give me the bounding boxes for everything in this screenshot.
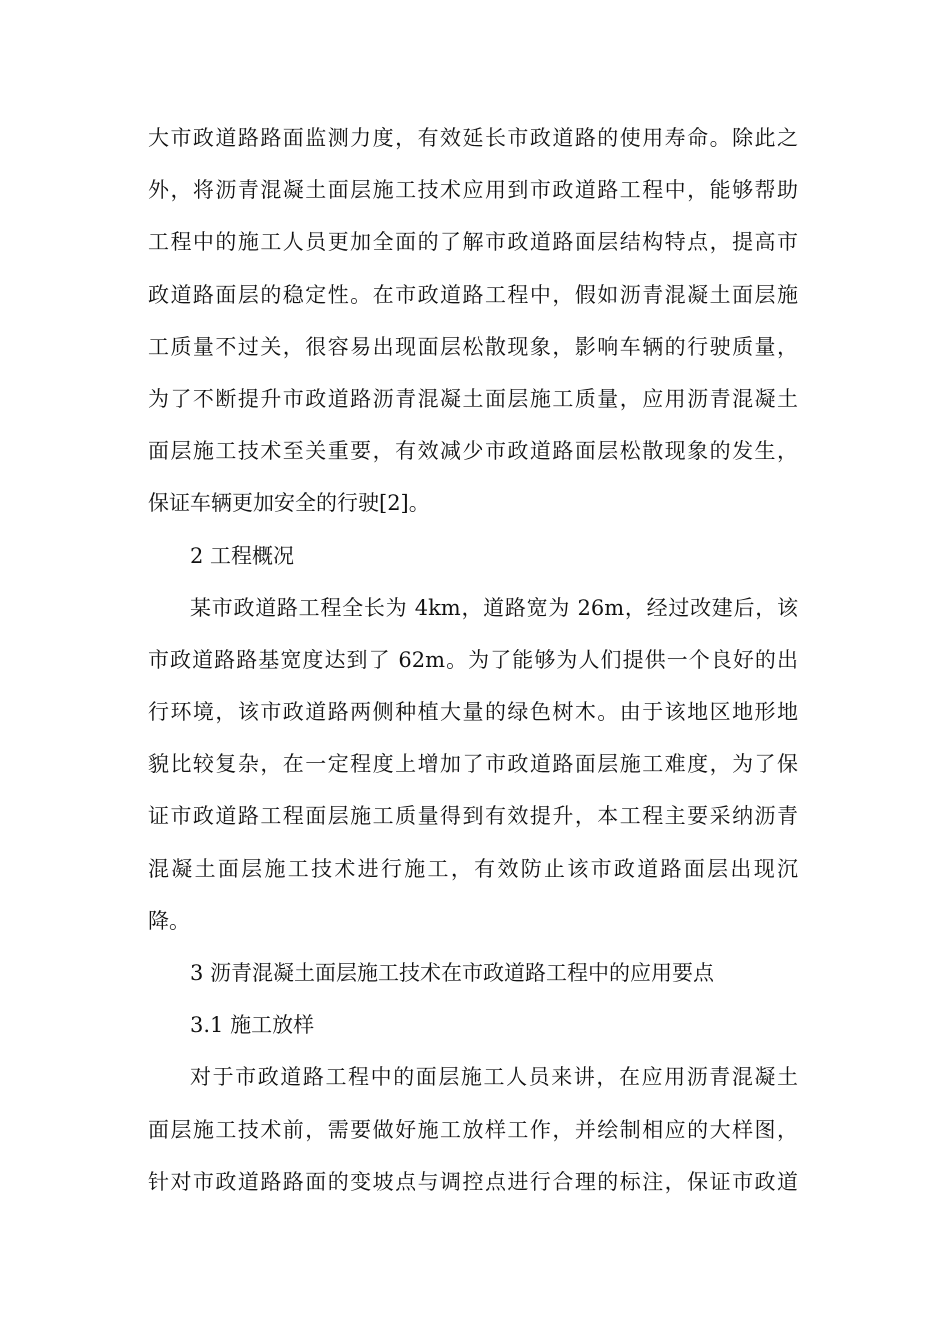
section-heading-3: 3 沥青混凝土面层施工技术在市政道路工程中的应用要点 (190, 961, 715, 985)
text-line: 外，将沥青混凝土面层施工技术应用到市政道路工程中，能够帮助 (148, 178, 798, 203)
text-line: 面层施工技术前，需要做好施工放样工作，并绘制相应的大样图， (148, 1117, 798, 1142)
text-line: 市政道路路基宽度达到了 62m。为了能够为人们提供一个良好的出 (148, 647, 798, 672)
section-heading-3-1: 3.1 施工放样 (190, 1013, 315, 1038)
text-line: 降。 (148, 908, 190, 933)
text-line: 面层施工技术至关重要，有效减少市政道路面层松散现象的发生， (148, 439, 798, 464)
text-line: 大市政道路路面监测力度，有效延长市政道路的使用寿命。除此之 (148, 126, 798, 150)
text-line: 貌比较复杂，在一定程度上增加了市政道路面层施工难度，为了保 (148, 752, 798, 777)
text-line: 某市政道路工程全长为 4km，道路宽为 26m，经过改建后，该 (190, 595, 798, 620)
paragraph-layout (148, 1051, 798, 1208)
text-line: 政道路面层的稳定性。在市政道路工程中，假如沥青混凝土面层施 (148, 282, 798, 307)
text-line: 针对市政道路路面的变坡点与调控点进行合理的标注，保证市政道 (148, 1169, 798, 1194)
text-line: 证市政道路工程面层施工质量得到有效提升，本工程主要采纳沥青 (148, 804, 798, 829)
text-line: 混凝土面层施工技术进行施工，有效防止该市政道路面层出现沉 (148, 856, 798, 881)
text-line: 工程中的施工人员更加全面的了解市政道路面层结构特点，提高市 (148, 230, 798, 255)
paragraph-intro (148, 112, 798, 530)
text-line: 对于市政道路工程中的面层施工人员来讲，在应用沥青混凝土 (190, 1065, 798, 1090)
document-page (148, 112, 798, 1208)
text-line: 行环境，该市政道路两侧种植大量的绿色树木。由于该地区地形地 (148, 700, 798, 725)
paragraph-overview (148, 582, 798, 947)
section-heading-2: 2 工程概况 (190, 543, 295, 568)
text-line: 保证车辆更加安全的行驶[2]。 (148, 491, 430, 516)
text-line: 为了不断提升市政道路沥青混凝土面层施工质量，应用沥青混凝土 (148, 386, 798, 411)
text-line: 工质量不过关，很容易出现面层松散现象，影响车辆的行驶质量， (148, 334, 798, 359)
